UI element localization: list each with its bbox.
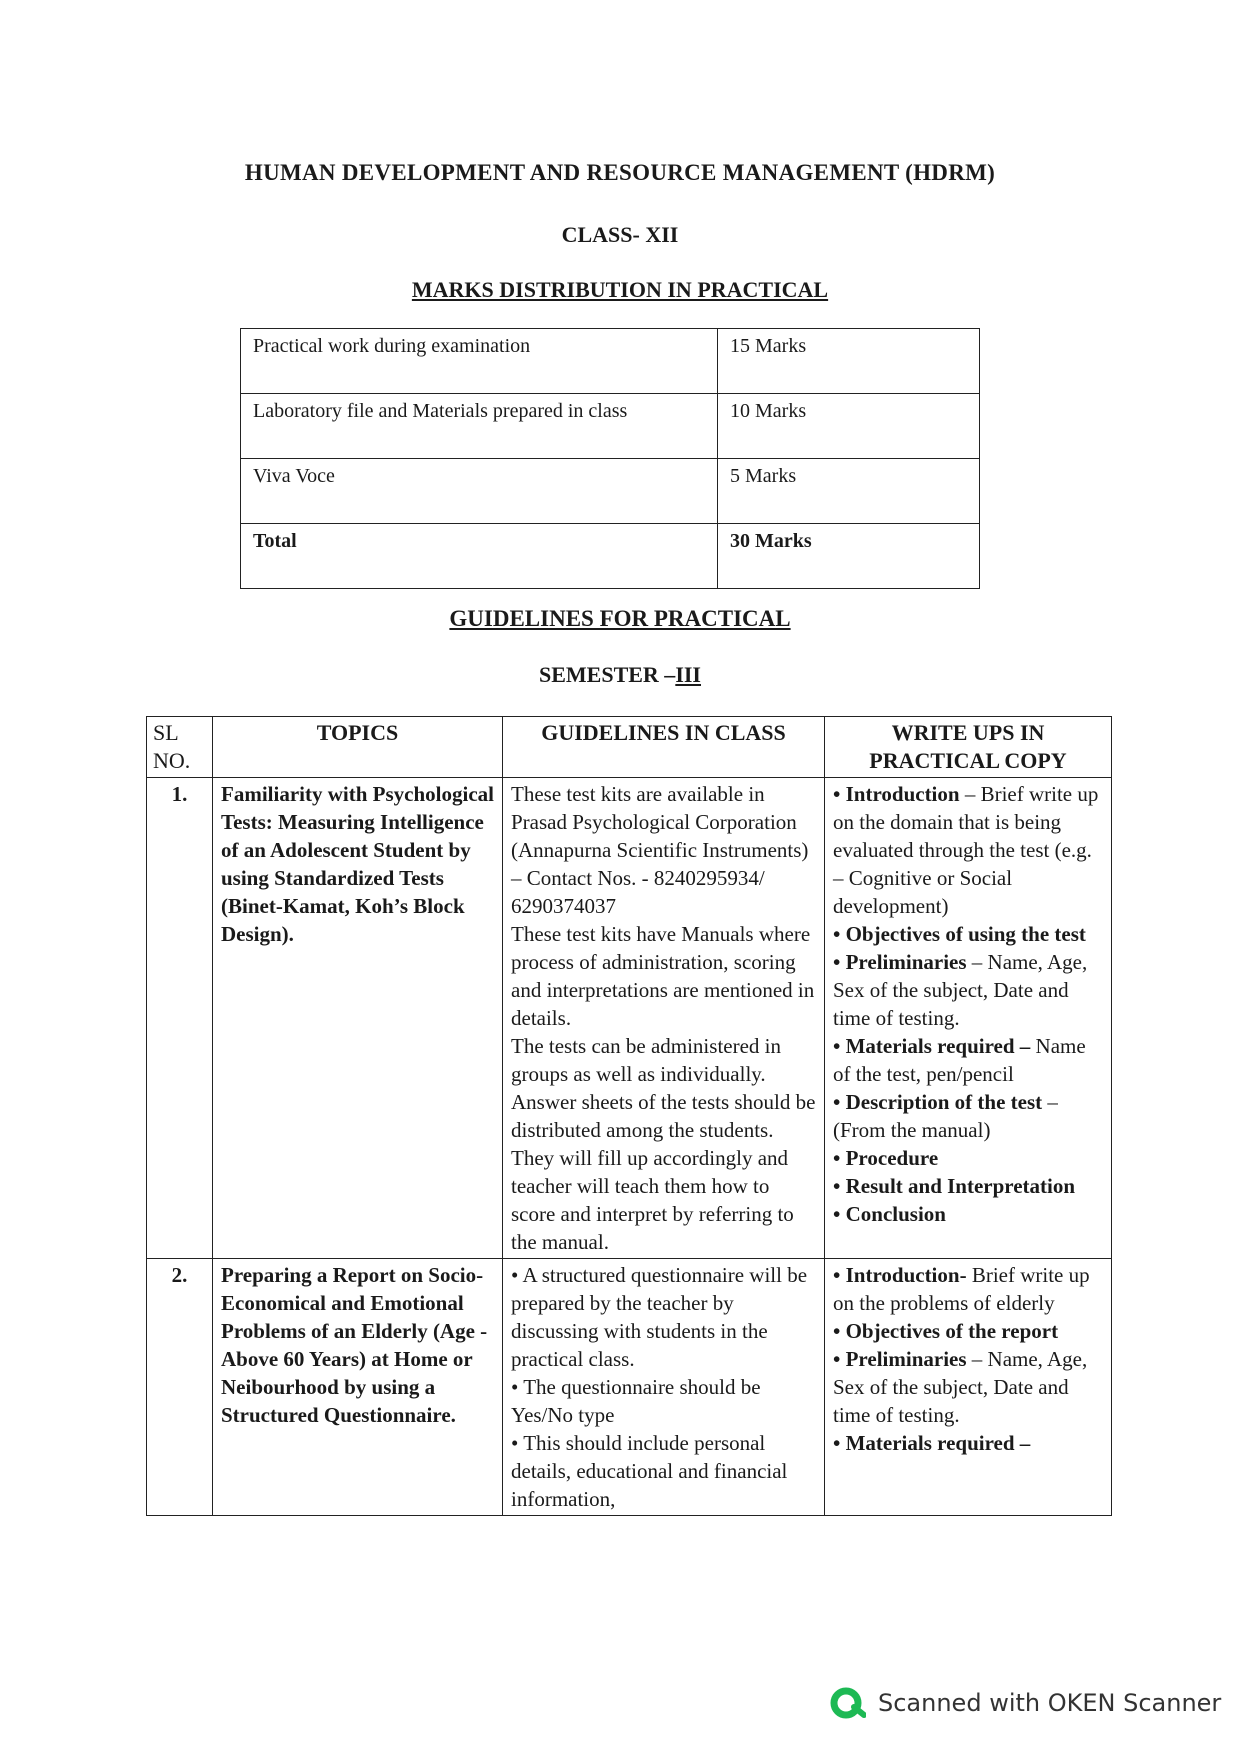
writeup-item-text: – Name, Age, Sex of the subject, Date and time of testing. <box>833 1347 1088 1427</box>
row-writeups <box>825 1259 1112 1516</box>
marks-total-value: 30 Marks <box>718 524 980 589</box>
scanner-watermark <box>830 1685 1221 1721</box>
guidelines-table-row <box>147 778 1112 1259</box>
semester-heading <box>0 662 1240 688</box>
marks-heading: MARKS DISTRIBUTION IN PRACTICAL <box>411 277 829 302</box>
writeup-item-heading: • Objectives of using the test <box>833 922 1086 946</box>
writeup-item-heading: • Introduction- <box>833 1263 967 1287</box>
writeup-item-text: Brief write up on the problems of elderly <box>833 1263 1090 1315</box>
writeup-item-heading: • Preliminaries <box>833 950 967 974</box>
marks-row <box>241 329 980 394</box>
writeup-item-text: – Name, Age, Sex of the subject, Date and time of testing. <box>833 950 1088 1030</box>
row-sl-number: 2. <box>147 1259 213 1516</box>
writeup-item <box>833 920 1103 948</box>
writeup-item-heading: • Description of the test <box>833 1090 1043 1114</box>
row-writeups <box>825 778 1112 1259</box>
marks-row <box>241 459 980 524</box>
marks-row-value: 15 Marks <box>718 329 980 394</box>
writeup-item-heading: • Objectives of the report <box>833 1319 1059 1343</box>
row-topic: Familiarity with Psychological Tests: Measuring Intelligence of an Adolescent Student by using Standardized Tests (Binet-Kamat, Koh’s Block Design). <box>213 778 503 1259</box>
writeup-item-text: – (From the manual) <box>833 1090 1058 1142</box>
col-header-writeups: WRITE UPS IN PRACTICAL COPY <box>825 717 1112 778</box>
guidelines-table-row <box>147 1259 1112 1516</box>
writeup-item <box>833 1088 1103 1144</box>
row-topic: Preparing a Report on Socio-Economical and Emotional Problems of an Elderly (Age - Above 60 Years) at Home or Neibourhood by using a Structured Questionnaire. <box>213 1259 503 1516</box>
semester-number: III <box>675 662 701 687</box>
guideline-item: These test kits have Manuals where process of administration, scoring and interpretations are mentioned in details. <box>511 922 815 1030</box>
marks-row-label: Practical work during examination <box>241 329 718 394</box>
writeup-item <box>833 948 1103 1032</box>
guideline-item: They will fill up accordingly and teacher will teach them how to score and interpret by referring to the manual. <box>511 1146 794 1254</box>
col-header-guidelines: GUIDELINES IN CLASS <box>503 717 825 778</box>
writeup-item <box>833 1317 1103 1345</box>
col-header-topics: TOPICS <box>213 717 503 778</box>
marks-row-value: 10 Marks <box>718 394 980 459</box>
class-label: CLASS- XII <box>561 222 679 247</box>
marks-row-label: Laboratory file and Materials prepared in class <box>241 394 718 459</box>
writeup-item-text: – Brief write up on the domain that is being evaluated through the test (e.g. – Cognitive or Social development) <box>833 782 1099 918</box>
writeup-item <box>833 1144 1103 1172</box>
guideline-item: • The questionnaire should be Yes/No type <box>511 1375 761 1427</box>
guideline-item: • A structured questionnaire will be prepared by the teacher by discussing with students in the practical class. <box>511 1263 808 1371</box>
semester-prefix: SEMESTER – <box>538 662 676 687</box>
writeup-item-text: Name of the test, pen/pencil <box>833 1034 1086 1086</box>
writeup-item <box>833 780 1103 920</box>
guideline-item: These test kits are available in Prasad Psychological Corporation (Annapurna Scientific Instruments) – Contact Nos. - 8240295934/ 6290374037 <box>511 782 809 918</box>
marks-distribution-table <box>240 328 980 589</box>
document-title: HUMAN DEVELOPMENT AND RESOURCE MANAGEMENT (HDRM) <box>244 160 996 185</box>
guidelines-heading: GUIDELINES FOR PRACTICAL <box>449 606 791 631</box>
writeup-item <box>833 1345 1103 1429</box>
writeup-item-heading: • Preliminaries <box>833 1347 967 1371</box>
marks-row <box>241 394 980 459</box>
marks-row-label: Viva Voce <box>241 459 718 524</box>
writeup-item-heading: • Conclusion <box>833 1202 946 1226</box>
row-sl-number: 1. <box>147 778 213 1259</box>
writeup-item <box>833 1429 1103 1457</box>
guideline-item: The tests can be administered in groups as well as individually. <box>511 1034 781 1086</box>
oken-scanner-logo-icon <box>830 1685 866 1721</box>
writeup-item <box>833 1261 1103 1317</box>
scanner-text: Scanned with OKEN Scanner <box>878 1689 1222 1717</box>
writeup-item <box>833 1172 1103 1200</box>
marks-total-row <box>241 524 980 589</box>
guidelines-header-row <box>147 717 1112 778</box>
marks-row-value: 5 Marks <box>718 459 980 524</box>
writeup-item-heading: • Introduction <box>833 782 960 806</box>
writeup-item-heading: • Procedure <box>833 1146 939 1170</box>
writeup-item-heading: • Materials required – <box>833 1034 1031 1058</box>
writeup-item-heading: • Result and Interpretation <box>833 1174 1076 1198</box>
guidelines-table <box>146 716 1112 1516</box>
marks-total-label: Total <box>241 524 718 589</box>
writeup-item <box>833 1200 1103 1228</box>
writeup-item-heading: • Materials required – <box>833 1431 1031 1455</box>
guideline-item: • This should include personal details, educational and financial information, <box>511 1431 788 1511</box>
row-guidelines <box>503 1259 825 1516</box>
writeup-item <box>833 1032 1103 1088</box>
row-guidelines <box>503 778 825 1259</box>
col-header-sl: SL NO. <box>147 717 213 778</box>
guideline-item: Answer sheets of the tests should be distributed among the students. <box>511 1090 816 1142</box>
